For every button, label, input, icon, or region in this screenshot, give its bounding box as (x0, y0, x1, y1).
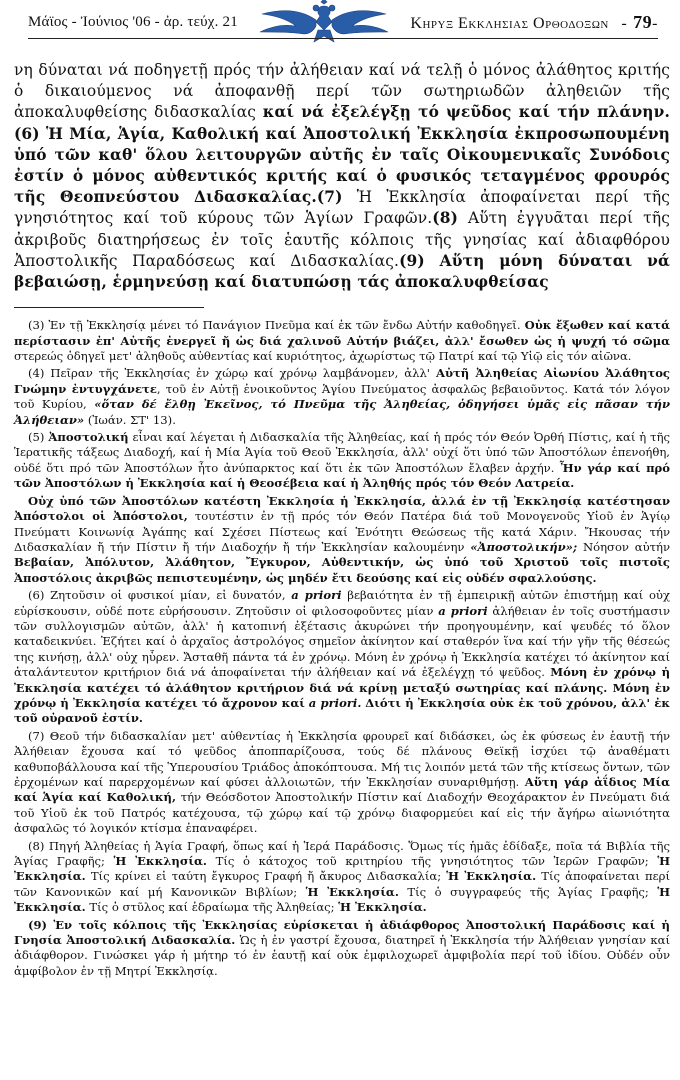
footnote-8-a1: Ἡ Ἐκκλησία. (113, 854, 207, 869)
main-text (14, 60, 670, 293)
footnote-8-q1: (8) Πηγή Ἀληθείας ἡ Ἁγία Γραφή, ὅπως καί ἡ Ἱερά Παράδοσις. Ὅμως τίς ἡμᾶς ἐδίδαξε, ποῖα τά Βιβλία τῆς Ἁγίας Γραφῆς; (14, 838, 670, 869)
footnote-5-continued (14, 494, 670, 586)
page-number: 79 (633, 12, 653, 32)
footnote-5-cont-term: «Ἀποστολικήν»; (470, 539, 578, 554)
footnote-3-tail: στερεώς ὁδηγεῖ μετ' ἀληθοῦς αὐθεντίας καί κυριότητος, ἀχωρίστως τῷ Πατρί καί τῷ Υἱῷ εἰς τόν αἰῶνα. (14, 349, 632, 364)
main-text-p1-f: (9) Αὕτη μόνη δύναται νά βεβαιώσῃ, ἑρμηνεύσῃ καί διατυπώσῃ τάς ἀποκαλυφθείσας (14, 251, 670, 292)
footnote-5 (14, 430, 670, 492)
footnote-6-bold-tail: Διότι ἡ Ἐκκλησία οὐκ ἐκ τοῦ χρόνου, ἀλλ' ἐκ τοῦ οὐρανοῦ ἐστίν. (14, 695, 671, 726)
footnote-9-text: Ὡς ἡ ἐν γαστρί ἔχουσα, διατηρεῖ ἡ Ἐκκλησία τήν Ἀλήθειαν γνησίαν καί ἀδιάφθορον. Γινώσκει γάρ ἡ μήτηρ τό ἐν ἑαυτῇ καί οὐκ ἐμφιλοχωρεῖ ἀμφιβολία περί τοῦ ἰδίου. Οὐδέν οὖν ἀμφίβολον ἐν τῇ Μητρί Ἐκκλησίᾳ. (14, 933, 670, 978)
footnote-8-q5: Τίς ὁ συγγραφεύς τῆς Ἁγίας Γραφῆς; (407, 884, 649, 899)
footnote-ref-8: (8) (432, 209, 459, 228)
footnote-8-q2: Τίς ὁ κάτοχος τοῦ κριτηρίου τῆς γνησιότητος τῶν Ἱερῶν Γραφῶν; (215, 854, 649, 869)
footnote-5-cont-tail: Βεβαίαν, Ἀπόλυτον, Ἀλάθητον, Ἔγκυρον, Αὐθεντικήν, ὡς ὑπό τοῦ Χριστοῦ τοῖς πιστοῖς Ἀποστόλοις ἀκριβῶς πεπιστευμένην, ὡς μηδέν ἔτι δεούσης καί εἰς οὐδέν σφαλλούσης. (14, 555, 670, 585)
main-text-p1: νη δύναται νά ποδηγετῇ πρός τήν ἀλήθειαν καί νά τελῇ ὁ μόνος ἀλάθητος κριτής ὁ δικαιούμενος νά ἀποφανθῇ περί τῶν σωτηριωδῶν ἀληθειῶν τῆς ἀποκαλυφθείσης διδασκαλίας (14, 61, 670, 122)
footnote-6-apriori-3: a priori. (308, 695, 362, 710)
footnote-3-bold: Οὐκ ἔξωθεν καί κατά περίστασιν ἐπ' Αὐτῆς ἐνεργεῖ ἤ ὡς διά χαλινοῦ Αὐτήν βιάζει, ἀλλ' ἔσωθεν ὡς ἡ ψυχή τό σῶμα (14, 318, 670, 348)
footnote-4 (14, 366, 670, 428)
footnote-6-text: (6) Ζητοῦσιν οἱ φυσικοί μίαν, εἰ δυνατόν, (28, 588, 286, 603)
header-dash: - (621, 15, 628, 32)
footnote-6-apriori-2: a priori (438, 603, 488, 618)
footnote-4-quote: «ὅταν δέ ἔλθῃ Ἐκεῖνος, τό Πνεῦμα τῆς Ἀληθείας, ὁδηγήσει ὑμᾶς εἰς πᾶσαν τήν Ἀλήθειαν» (14, 397, 670, 427)
footnote-6-apriori-1: a priori (291, 588, 342, 603)
footnote-7 (14, 729, 670, 837)
footnote-5-cont-bold: Οὐχ ὑπό τῶν Ἀποστόλων κατέστη Ἐκκλησία ἡ Ἐκκλησία, ἀλλά ἐν τῇ Ἐκκλησίᾳ κατέστησαν Ἀπόστολοι οἱ Ἀπόστολοι, (14, 493, 670, 524)
footnote-6 (14, 588, 670, 727)
footnote-8 (14, 839, 670, 916)
footnote-8-a5: Ἡ Ἐκκλησία. (14, 884, 671, 915)
footnote-8-a2: Ἡ Ἐκκλησία. (14, 854, 671, 884)
footnote-7-text: (7) Θεοῦ τήν διδασκαλίαν μετ' αὐθεντίας ἡ Ἐκκλησία φρουρεῖ καί διδάσκει, ὡς ἐκ φύσεως ἐν ἑαυτῇ τήν Ἀλήθειαν ἔχουσα καί τό ψεῦδος ἀποππαρίζουσα, τούς δέ πλάνους Θεϊκῇ ἰσχύει τῷ ἀναθέματι καθυποβάλλουσα καί τῆς Ὑπερουσίου Τριάδος ἀποκόπτουσα. Μή τις λοιπόν μετά τῶν τῆς κτίσεως ὄντων, τῶν ἐρχομένων καί παρερχομένων καί φύσει ἀλλοιωτῶν, τήν Ἐκκλησίαν συναριθμήσῃ. (14, 728, 670, 790)
footnote-separator (14, 307, 204, 308)
footnote-7-bold: Αὕτη γάρ ἀΐδιος Μία καί Ἁγία καί Καθολική, (14, 775, 670, 805)
header-dash-trailing: - (652, 15, 658, 32)
issue-info: Μάϊος - Ἰούνιος '06 - ἀρ. τεύχ. 21 (28, 14, 238, 30)
footnotes (14, 318, 670, 979)
footnote-8-a4: Ἡ Ἐκκλησία. (305, 884, 399, 899)
footnote-4-ref: (Ἰωάν. ΣΤ' 13). (87, 412, 176, 427)
footnote-8-q3: Τίς κρίνει εἰ ταύτη ἔγκυρος Γραφή ἤ ἄκυρος Διδασκαλία; (90, 869, 442, 884)
main-text-p1-c: Ἡ Ἐκκλησία ἀποφαίνεται περί τῆς γνησιότητος καί τοῦ κύρους τῶν Ἁγίων Γραφῶν. (14, 188, 670, 228)
footnote-5-term: Ἀποστολική (48, 430, 129, 445)
journal-name: Κηρυξ Εκκλησιας Ορθοδοξων (410, 15, 609, 32)
footnote-8-q6: Τίς ὁ στῦλος καί ἑδραίωμα τῆς Ἀληθείας; (89, 900, 335, 915)
footnote-4-text: (4) Πεῖραν τῆς Ἐκκλησίας ἐν χώρῳ καί χρόνῳ λαμβάνομεν, ἀλλ' (28, 366, 430, 381)
footnote-5-bold: Ἦν γάρ καί πρό τῶν Ἀποστόλων ἡ Ἐκκλησία καί ἡ Θεοσέβεια καί ἡ Ἀληθής πρός τόν Θεόν Λατρεία. (14, 460, 670, 491)
page-header (14, 0, 670, 44)
footnote-3-text: (3) Ἐν τῇ Ἐκκλησίᾳ μένει τό Πανάγιον Πνεῦμα καί ἐκ τῶν ἔνδω Αὐτήν καθοδηγεῖ. (28, 318, 521, 333)
footnote-5-text: εἶναι καί λέγεται ἡ Διδασκαλία τῆς Ἀληθείας, καί ἡ πρός τόν Θεόν Ὀρθή Πίστις, καί ἡ τῆς Ἱερατικῆς τάξεως Διαδοχή, καί ἡ Μία Ἁγία τοῦ Θεοῦ Ἐκκλησία, ἀλλ' οὐχί ὅτι ὑπό τῶν Ἀποστόλων ἐπενοήθη, οὐδέ ὅτι πρό τῶν Ἀποστόλων ἦτο ἀνύπαρκτος καί ὅτι ἐκ τῶν Ἀποστόλων ἔλαβεν ἀρχήν. (14, 430, 671, 475)
footnote-8-q4: Τίς ἀποφαίνεται περί τῶν Κανονικῶν καί μή Κανονικῶν Βιβλίων; (14, 869, 671, 899)
main-text-p1-e: Αὕτη ἐγγυᾶται περί τῆς ἀκριβοῦς διατηρήσεως ἐν τοῖς ἑαυτῆς κόλποις τῆς γνησίας καί ἀδιαφθόρου Ἀποστολικῆς Παραδόσεως καί Διδασκαλίας. (14, 209, 670, 270)
footnote-3 (14, 318, 670, 364)
journal-title (410, 12, 658, 33)
footnote-6-text-3: ἀλήθειαν ἐν τοῖς συστήμασιν τῶν συλλογισμῶν αὐτῶν, ἀλλ' ἡ κατοπινή ἐξέτασις ἀκυρώνει τήν προηγουμένην, καί ψευδές τό ὅλον καταδεικνύει. Ἐζήτει καί ὁ ἀρχαῖος ἀστρολόγος σημεῖον ἀκίνητον καί σταθερόν ἵνα καί τήν γῆν τῆς θέσεώς της κινήσῃ, ἀλλ' οὐχ ηὗρεν. Ἄσταθῆ πάντα τά ἐν χρόνῳ. Μόνη ἐν χρόνῳ ἡ Ἐκκλησία κατέχει τό ἀκίνητον καί ἀταλάντευτον κριτήριον διά νά ἀποφαίνεται τήν ἀλήθειαν καί νά ἐξελέγχῃ τό ψεῦδος. (14, 603, 671, 680)
footnote-9 (14, 918, 670, 980)
footnote-5-cont-text: τουτέστιν ἐν τῇ πρός τόν Θεόν Πατέρα διά τοῦ Μονογενοῦς Υἱοῦ ἐν Ἁγίῳ Πνεύματι Κοινωνίᾳ Ἀγάπης καί Σχέσει Πίστεως καί Ἑνότητι Θεώσεως τῆς κατά Χάριν. Ἤκουσας τήν Διδασκαλίαν ἤ τήν Πίστιν ἤ τήν Διαδοχήν ἤ τήν Ἐκκλησίαν καλουμένην (14, 509, 670, 554)
footnote-8-a6: Ἡ Ἐκκλησία. (338, 900, 427, 915)
footnote-6-bold: Μόνη ἐν χρόνῳ ἡ Ἐκκλησία κατέχει τό ἀλάθητον κριτήριον διά νά κρίνῃ μεταξύ σωτηρίας καί πλάνης. Μόνη ἐν χρόνῳ ἡ Ἐκκλησία κατέχει τό ἄχρονον καί (14, 665, 670, 710)
header-rule (28, 38, 658, 39)
footnote-4-bold: Αὐτῆ Ἀληθείας Αἰωνίου Ἀλάθητος Γνώμην ἐντυγχάνετε (14, 366, 670, 396)
footnote-9-bold: (9) Ἐν τοῖς κόλποις τῆς Ἐκκλησίας εὑρίσκεται ἡ ἀδιάφθορος Ἀποστολική Παράδοσις καί ἡ Γνησία Ἀποστολική Διδασκαλία. (14, 917, 670, 948)
footnote-6-text-2: βεβαιότητα ἐν τῇ ἐμπειρικῇ αὐτῶν ἐπιστήμῃ καί οὐχ εὑρίσκουσιν, οὐδέ ποτε εὑρήσουσιν. Ζητοῦσιν οἱ φιλοσοφοῦντες μίαν (14, 588, 671, 618)
footnote-5-number: (5) (28, 430, 45, 445)
main-text-p1-bold: καί νά ἐξελέγξῃ τό ψεῦδος καί τήν πλάνην.(6) Ἡ Μία, Ἁγία, Καθολική καί Ἀποστολική Ἐκκλησία ἐκπροσωπουμένη ὑπό τῶν καθ' ὅλου λειτουργῶν αὐτῆς ἐν ταῖς Οἰκουμενικαῖς Συνόδοις ἐστίν ὁ μόνος αὐθεντικός κριτής καί ὁ φυσικός τεταγμένος φρουρός τῆς Θεοπνεύστου Διδασκαλίας.(7) (14, 103, 670, 207)
footnote-4-mid: , τοῦ ἐν Αὐτῇ ἐνοικοῦντος Ἁγίου Πνεύματος ἀσφαλῶς βεβαιοῦντος. Κατά τόν λόγον τοῦ Κυρίου, (14, 381, 671, 412)
footnote-7-tail: τήν Θεόσδοτον Ἀποστολικήν Πίστιν καί Διαδοχήν Θεοχάρακτον ἐν Πνεύματι διά τοῦ Υἱοῦ ἐκ τοῦ Πατρός κατέχουσα, τῷ χώρῳ καί τῷ χρόνῳ διαφορμεύει καί εἰς τήν ἄγήρω αἰωνιότητα ἀσφαλῶς τό λογικόν κτίσμα ἐπαναφέρει. (14, 790, 671, 836)
footnote-5-cont-mid: Νόησον αὐτήν (582, 539, 671, 554)
footnote-8-a3: Ἡ Ἐκκλησία. (446, 869, 537, 884)
